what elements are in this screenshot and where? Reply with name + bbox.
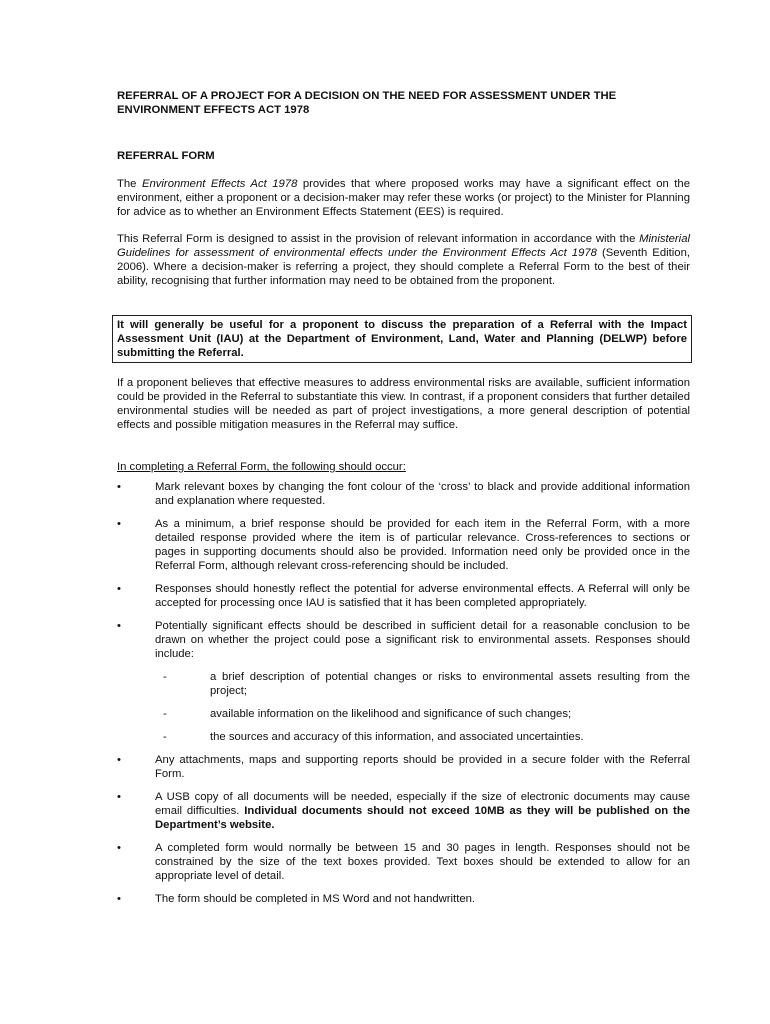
instructions-list — [117, 480, 690, 915]
list-item — [117, 892, 690, 906]
sublist-item — [155, 670, 690, 698]
list-item-text: As a minimum, a brief response should be provided for each item in the Referral Form, with a more detailed response provided where the item is of particular relevance. Cross-references to sections or pages in supporting documents should also be provided. Information need only be provided once in the Referral Form, although relevant cross-referencing should be included. — [155, 518, 690, 572]
dash-icon: - — [163, 671, 167, 683]
list-item-text: A USB copy of all documents will be needed, especially if the size of electronic documents may cause email difficulties. — [155, 791, 690, 817]
sublist-item-text: the sources and accuracy of this information, and associated uncertainties. — [210, 731, 584, 743]
form-heading: REFERRAL FORM — [117, 150, 215, 162]
size-limit-note: Individual documents should not exceed 10MB as they will be published on the Department’s website. — [155, 805, 691, 831]
bullet-icon: • — [117, 620, 121, 632]
bullet-icon: • — [117, 893, 121, 905]
list-item — [117, 582, 690, 610]
guidelines-name: Ministerial Guidelines for assessment of environmental effects under the Environment Effects Act 1978 — [117, 233, 690, 259]
sublist-item — [155, 730, 690, 744]
list-item — [117, 790, 690, 832]
list-item-text: A completed form would normally be between 15 and 30 pages in length. Responses should not be constrained by the size of the text boxes provided. Text boxes should be extended to allow for an appropriate level of detail. — [155, 842, 690, 882]
list-item — [117, 841, 690, 883]
list-item-text: Any attachments, maps and supporting reports should be provided in a secure folder with the Referral Form. — [155, 754, 690, 780]
bullet-icon: • — [117, 791, 121, 803]
list-item-text: The form should be completed in MS Word and not handwritten. — [155, 893, 476, 905]
list-lead-in: In completing a Referral Form, the following should occur: — [117, 461, 406, 473]
intro-text-end: provides that where proposed works may have a significant effect on the environment, either a proponent or a decision-maker may refer these works (or project) to the Minister for Planning for advice as to whether an Environment Effects Statement (EES) is required. — [117, 178, 691, 218]
bullet-icon: • — [117, 842, 121, 854]
bullet-icon: • — [117, 583, 121, 595]
act-name: Environment Effects Act 1978 — [141, 178, 298, 190]
bullet-icon: • — [117, 754, 121, 766]
bullet-icon: • — [117, 481, 121, 493]
purpose-text-start: This Referral Form is designed to assist in the provision of relevant information in accordance with the — [117, 233, 640, 245]
intro-paragraph — [117, 177, 690, 219]
document-title: REFERRAL OF A PROJECT FOR A DECISION ON THE NEED FOR ASSESSMENT UNDER THE ENVIRONMENT EFFECTS ACT 1978 — [117, 90, 617, 116]
sublist-item-text: a brief description of potential changes or risks to environmental assets resulting from the project; — [210, 671, 690, 697]
list-item — [117, 753, 690, 781]
list-item — [117, 619, 690, 744]
dash-icon: - — [163, 708, 167, 720]
purpose-text-end: (Seventh Edition, 2006). Where a decision-maker is referring a project, they should complete a Referral Form to the best of their ability, recognising that further information may need to be obtained from the proponent. — [117, 247, 690, 287]
bullet-icon: • — [117, 518, 121, 530]
intro-text-start: The — [117, 178, 142, 190]
list-item-text: Responses should honestly reflect the potential for adverse environmental effects. A Referral will only be accepted for processing once IAU is satisfied that it has been completed appropriately. — [155, 583, 690, 609]
iau-notice-box: It will generally be useful for a proponent to discuss the preparation of a Referral with the Impact Assessment Unit (IAU) at the Department of Environment, Land, Water and Planning (DELWP) before submitting the Referral. — [112, 315, 692, 363]
list-item-text: Mark relevant boxes by changing the font colour of the ‘cross’ to black and provide additional information and explanation where requested. — [155, 481, 690, 507]
dash-icon: - — [163, 731, 167, 743]
response-sublist — [155, 670, 690, 744]
list-item-text: Potentially significant effects should be described in sufficient detail for a reasonable conclusion to be drawn on whether the project could pose a significant risk to environmental assets. Responses should include: — [155, 620, 690, 660]
sublist-item-text: available information on the likelihood and significance of such changes; — [210, 708, 572, 720]
measures-paragraph: If a proponent believes that effective measures to address environmental risks are available, sufficient information could be provided in the Referral to substantiate this view. In contrast, if a proponent considers that further detailed environmental studies will be needed as part of project investigations, a more general description of potential effects and possible mitigation measures in the Referral may suffice. — [117, 377, 690, 431]
list-item — [117, 480, 690, 508]
sublist-item — [155, 707, 690, 721]
purpose-paragraph — [117, 232, 690, 288]
list-item — [117, 517, 690, 573]
